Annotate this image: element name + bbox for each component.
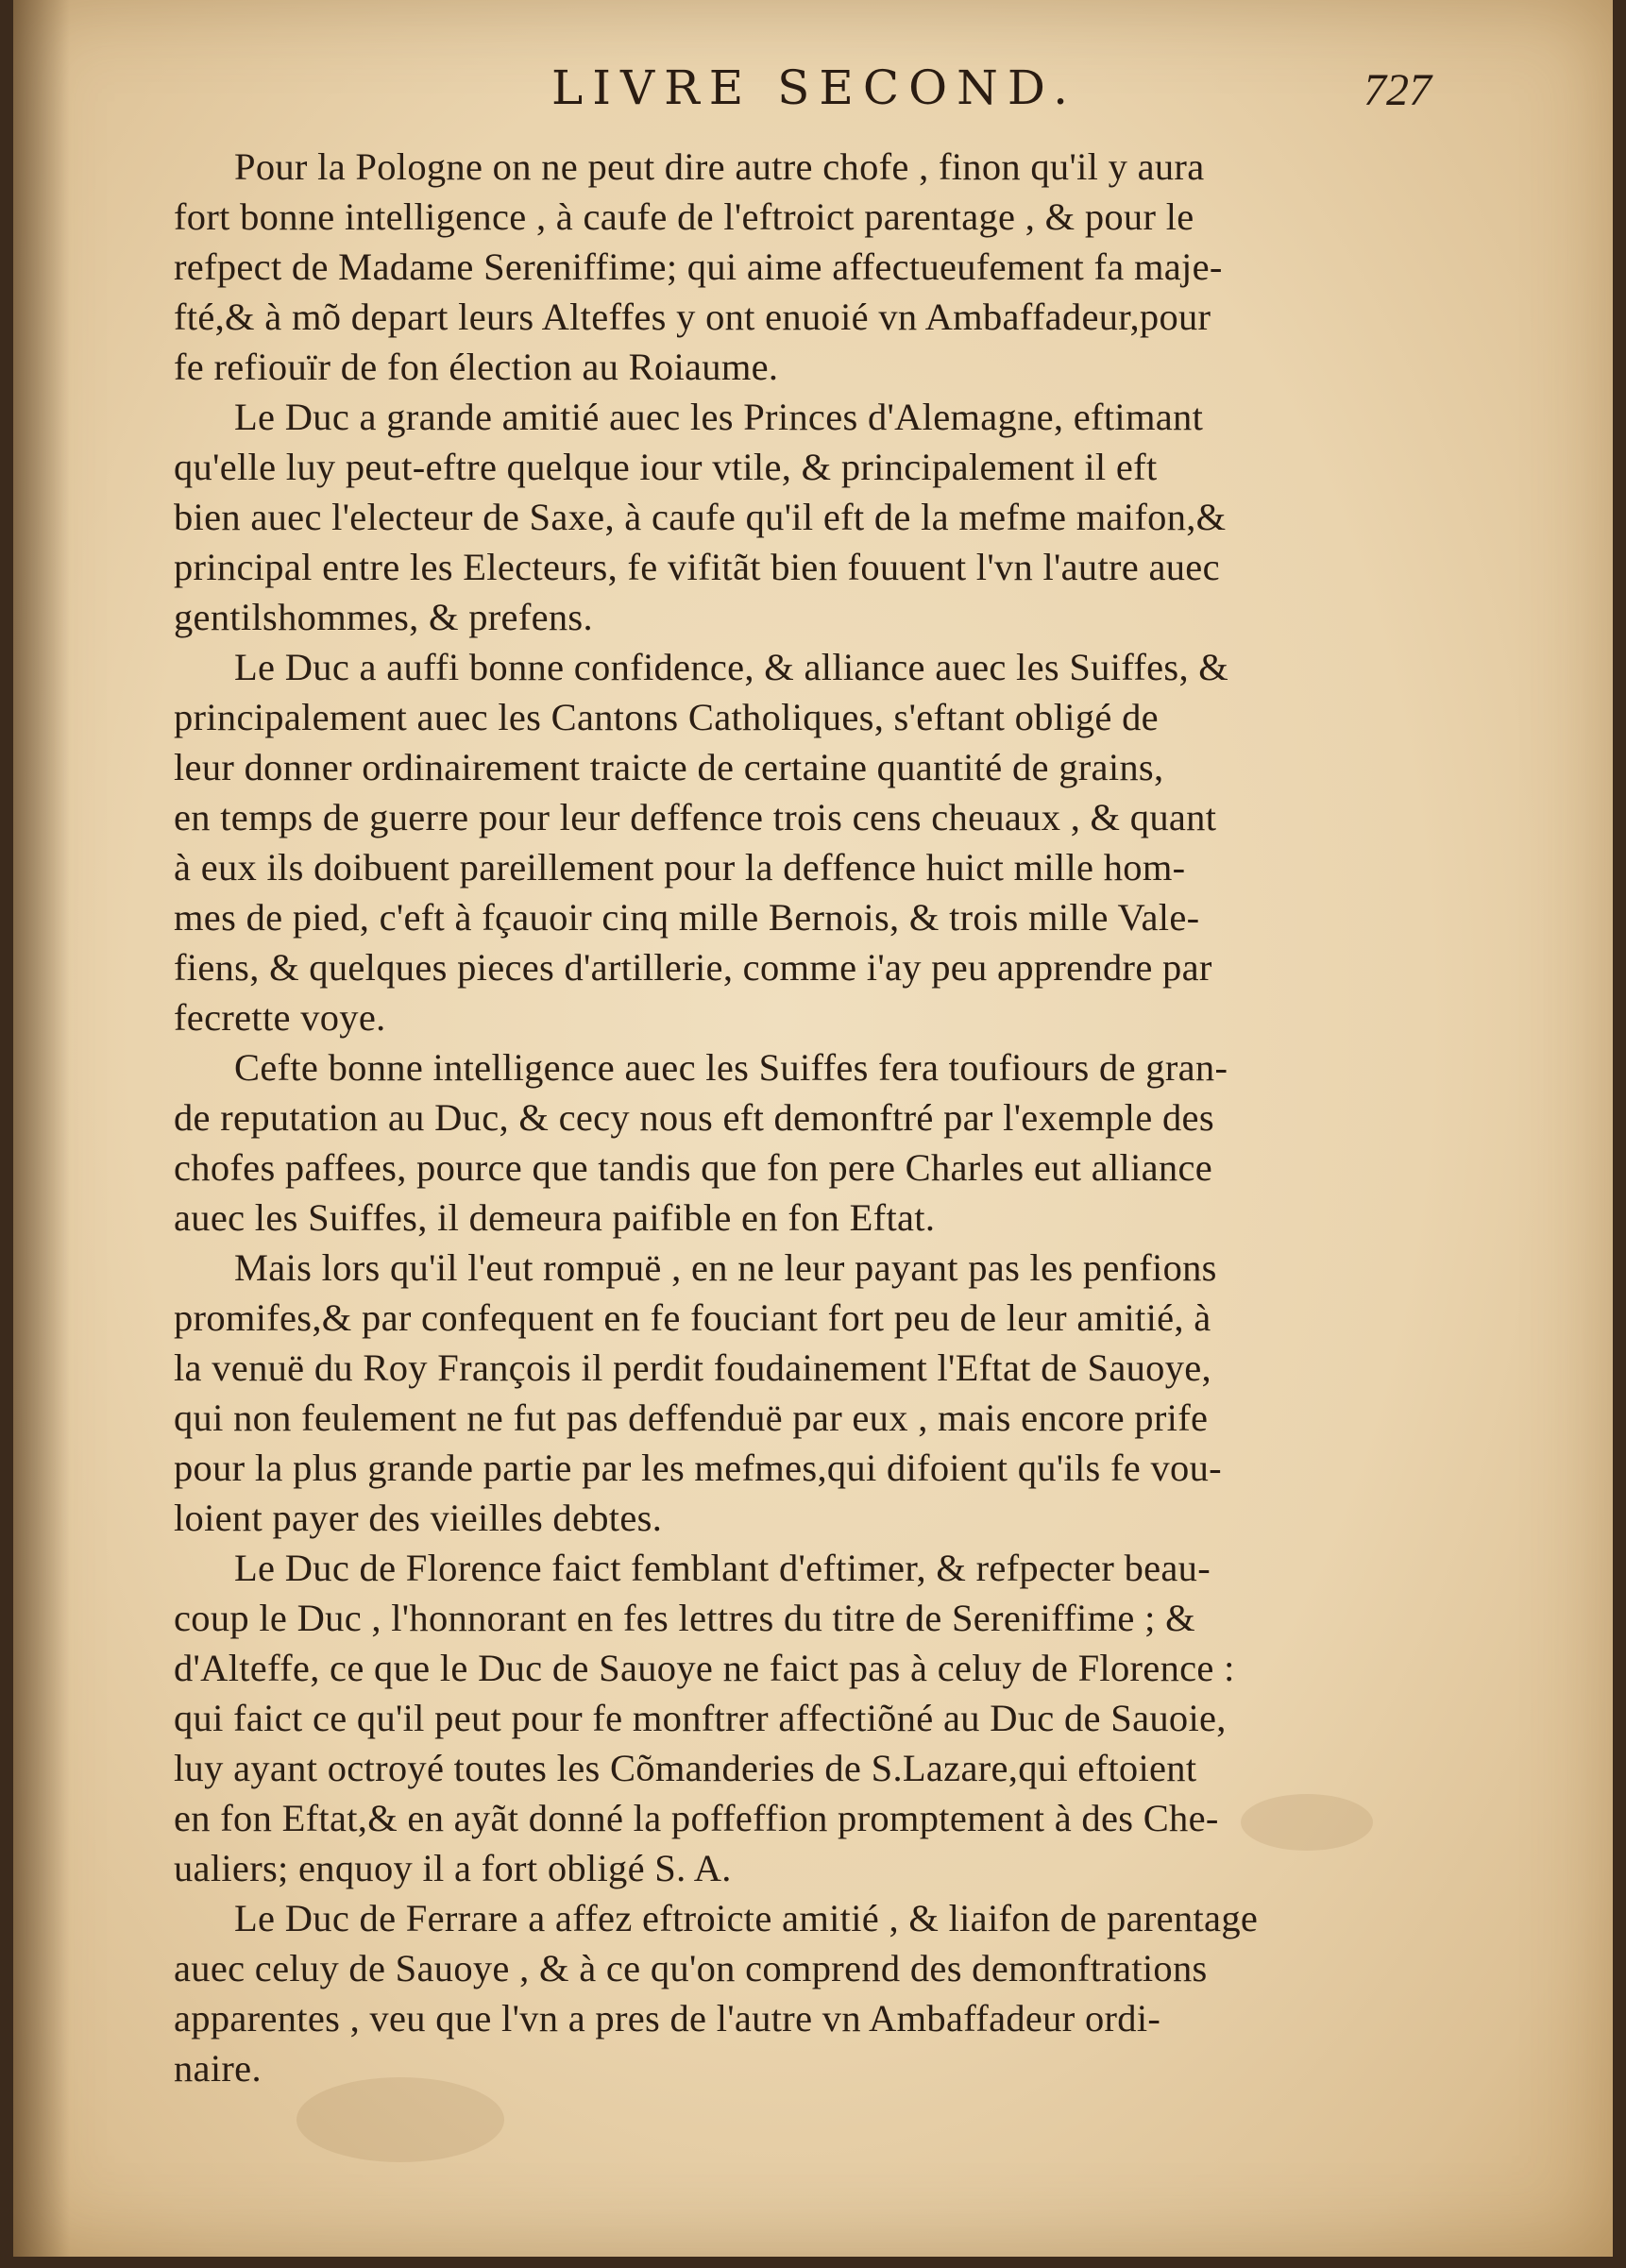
text-line: pour la plus grande partie par les mefmes,qui difoient qu'ils fe vou- xyxy=(174,1447,1222,1489)
text-line: en temps de guerre pour leur deffence trois cens cheuaux , & quant xyxy=(174,796,1217,838)
running-head xyxy=(13,60,1613,136)
text-line: fiens, & quelques pieces d'artillerie, comme i'ay peu apprendre par xyxy=(174,946,1212,989)
text-line: qui non feulement ne fut pas deffenduë par eux , mais encore prife xyxy=(174,1396,1209,1439)
text-line: d'Alteffe, ce que le Duc de Sauoye ne faict pas à celuy de Florence : xyxy=(174,1647,1235,1689)
text-line: ualiers; enquoy il a fort obligé S. A. xyxy=(174,1847,732,1889)
book-page xyxy=(13,0,1613,2257)
text-line: en fon Eftat,& en ayãt donné la poffeffion promptement à des Che- xyxy=(174,1797,1219,1839)
text-line: mes de pied, c'eft à fçauoir cinq mille Bernois, & trois mille Vale- xyxy=(174,896,1200,939)
text-line: loient payer des vieilles debtes. xyxy=(174,1497,663,1539)
text-line: fecrette voye. xyxy=(174,996,386,1039)
running-head-title: LIVRE SECOND. xyxy=(551,60,1078,115)
page-number: 727 xyxy=(1363,65,1431,115)
text-line: bien auec l'electeur de Saxe, à caufe qu'il eft de la mefme maifon,& xyxy=(174,496,1227,538)
text-line: qui faict ce qu'il peut pour fe monftrer affectiõné au Duc de Sauoie, xyxy=(174,1697,1227,1739)
text-line: leur donner ordinairement traicte de certaine quantité de grains, xyxy=(174,746,1164,788)
text-line: Mais lors qu'il l'eut rompuë , en ne leur payant pas les penfions xyxy=(234,1246,1217,1289)
text-line: Le Duc a grande amitié auec les Princes d'Alemagne, eftimant xyxy=(234,396,1204,438)
text-line: refpect de Madame Sereniffime; qui aime affectueufement fa maje- xyxy=(174,245,1223,288)
text-line: fe refiouïr de fon élection au Roiaume. xyxy=(174,346,779,388)
body-text xyxy=(174,142,1439,2093)
text-line: la venuë du Roy François il perdit foudainement l'Eftat de Sauoye, xyxy=(174,1346,1211,1389)
text-line: naire. xyxy=(174,2047,262,2090)
text-line: Le Duc a auffi bonne confidence, & alliance auec les Suiffes, & xyxy=(234,646,1229,688)
text-line: Pour la Pologne on ne peut dire autre chofe , finon qu'il y aura xyxy=(234,145,1205,188)
text-line: principalement auec les Cantons Catholiques, s'eftant obligé de xyxy=(174,696,1159,738)
text-line: coup le Duc , l'honnorant en fes lettres du titre de Sereniffime ; & xyxy=(174,1597,1195,1639)
text-line: Le Duc de Florence faict femblant d'eftimer, & refpecter beau- xyxy=(234,1547,1211,1589)
text-line: promifes,& par confequent en fe fouciant fort peu de leur amitié, à xyxy=(174,1296,1211,1339)
text-line: Cefte bonne intelligence auec les Suiffes fera toufiours de gran- xyxy=(234,1046,1228,1089)
text-line: chofes paffees, pource que tandis que fon pere Charles eut alliance xyxy=(174,1146,1213,1189)
text-line: qu'elle luy peut-eftre quelque iour vtile, & principalement il eft xyxy=(174,446,1158,488)
gutter-shadow xyxy=(13,0,70,2257)
text-line: Le Duc de Ferrare a affez eftroicte amitié , & liaifon de parentage xyxy=(234,1897,1259,1939)
text-line: fté,& à mõ depart leurs Alteffes y ont enuoié vn Ambaffadeur,pour xyxy=(174,296,1211,338)
text-line: luy ayant octroyé toutes les Cõmanderies de S.Lazare,qui eftoient xyxy=(174,1747,1197,1789)
text-line: à eux ils doibuent pareillement pour la deffence huict mille hom- xyxy=(174,846,1186,889)
text-line: apparentes , veu que l'vn a pres de l'autre vn Ambaffadeur ordi- xyxy=(174,1997,1161,2040)
text-line: auec les Suiffes, il demeura paifible en fon Eftat. xyxy=(174,1196,936,1239)
text-line: de reputation au Duc, & cecy nous eft demonftré par l'exemple des xyxy=(174,1096,1214,1139)
text-line: auec celuy de Sauoye , & à ce qu'on comprend des demonftrations xyxy=(174,1947,1208,1989)
text-line: fort bonne intelligence , à caufe de l'eftroict parentage , & pour le xyxy=(174,195,1194,238)
text-line: principal entre les Electeurs, fe vifitãt bien fouuent l'vn l'autre auec xyxy=(174,546,1220,588)
text-line: gentilshommes, & prefens. xyxy=(174,596,593,638)
